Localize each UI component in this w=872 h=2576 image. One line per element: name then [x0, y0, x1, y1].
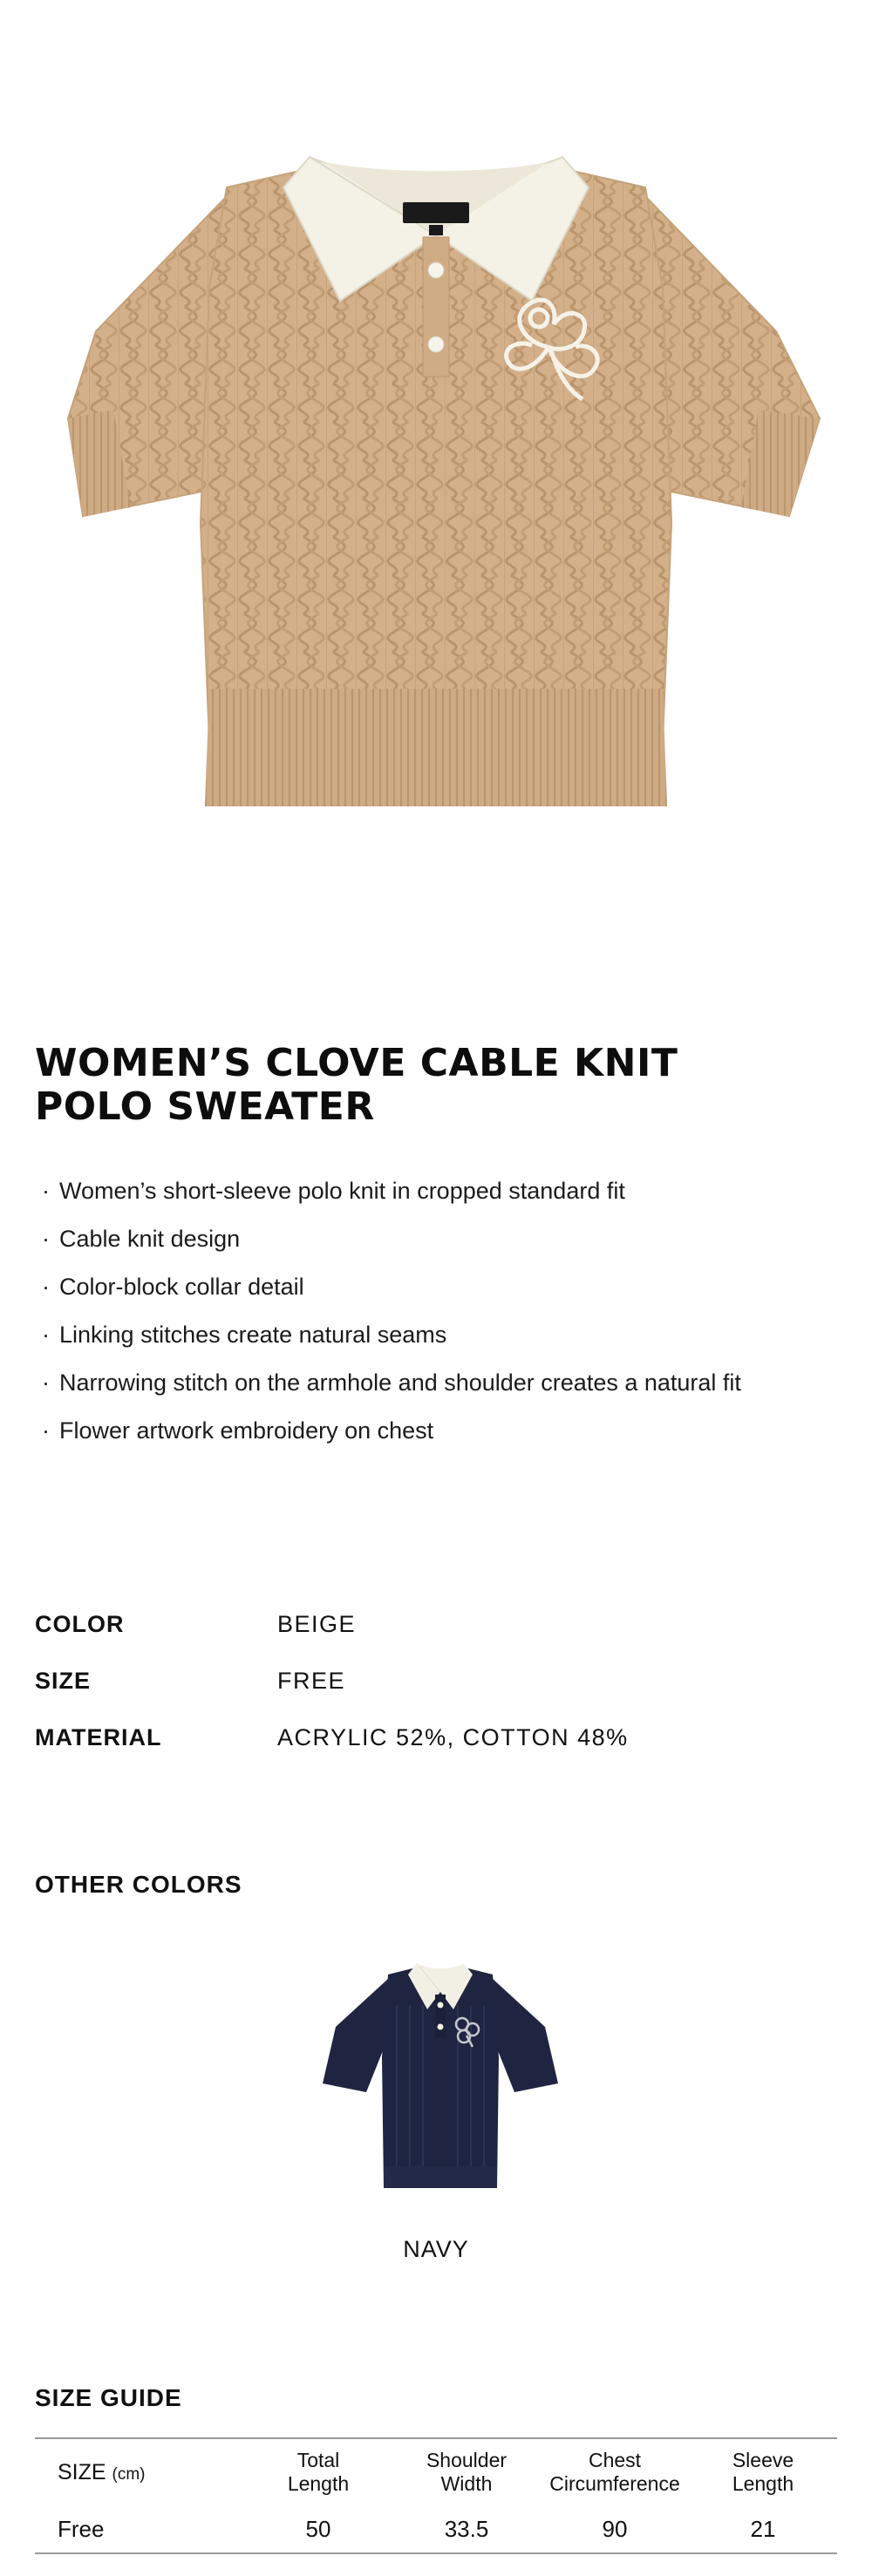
- table-row: [35, 2505, 837, 2554]
- feature-text: Color-block collar detail: [59, 1274, 304, 1300]
- spec-key: MATERIAL: [35, 1724, 162, 1750]
- other-colors-title: OTHER COLORS: [35, 1871, 242, 1898]
- beige-polo-sweater-image: [0, 0, 872, 959]
- spec-row-size: [35, 1668, 837, 1724]
- value-cell: 21: [750, 2515, 776, 2542]
- size-column-header: [35, 2460, 244, 2485]
- size-guide-title: SIZE GUIDE: [35, 2384, 182, 2411]
- feature-text: Cable knit design: [59, 1226, 241, 1252]
- spec-value: BEIGE: [277, 1611, 357, 1637]
- size-guide-header-row: [35, 2439, 837, 2505]
- column-header-line: Width: [440, 2472, 493, 2495]
- bullet-icon: ·: [42, 1417, 50, 1444]
- bullet-icon: ·: [42, 1370, 50, 1396]
- spec-row-color: [35, 1611, 837, 1668]
- feature-text: Linking stitches create natural seams: [59, 1322, 447, 1348]
- column-header-line: Total: [296, 2449, 340, 2471]
- column-header-line: Length: [287, 2472, 350, 2495]
- column-header-sleeve-length: [689, 2449, 837, 2496]
- feature-text: Women’s short-sleeve polo knit in cropped standard fit: [59, 1178, 625, 1204]
- column-header-shoulder-width: [392, 2449, 541, 2496]
- column-header-line: Length: [732, 2472, 794, 2495]
- bullet-icon: ·: [42, 1322, 50, 1348]
- value-cell: 50: [305, 2515, 331, 2542]
- column-header-chest: [541, 2449, 689, 2496]
- product-title-line1: WOMEN’S CLOVE CABLE KNIT: [35, 1041, 678, 1085]
- value-cell: 90: [602, 2515, 628, 2542]
- value-cell: 33.5: [444, 2515, 489, 2542]
- spec-value: FREE: [277, 1668, 346, 1694]
- spec-value: ACRYLIC 52%, COTTON 48%: [277, 1724, 629, 1750]
- spec-row-material: [35, 1724, 837, 1781]
- size-header-unit: (cm): [112, 2464, 146, 2484]
- column-header-line: Sleeve: [732, 2449, 794, 2471]
- spec-key: SIZE: [35, 1668, 92, 1694]
- bullet-icon: ·: [42, 1274, 50, 1300]
- product-title: [35, 1042, 820, 1129]
- column-header-line: Chest: [588, 2449, 642, 2471]
- feature-item: [42, 1273, 844, 1321]
- column-header-line: Circumference: [549, 2472, 680, 2495]
- feature-item: [42, 1321, 844, 1369]
- product-main-image: [0, 0, 872, 959]
- feature-text: Narrowing stitch on the armhole and shoulder creates a natural fit: [59, 1370, 741, 1396]
- spec-table: [35, 1611, 837, 1781]
- column-header-total-length: [244, 2449, 392, 2496]
- column-header-line: Shoulder: [426, 2449, 508, 2471]
- feature-item: [42, 1369, 844, 1417]
- spec-key: COLOR: [35, 1611, 125, 1637]
- bullet-icon: ·: [42, 1226, 50, 1252]
- other-color-swatch-navy[interactable]: [314, 1953, 567, 2214]
- size-header-label: SIZE: [58, 2459, 106, 2484]
- feature-text: Flower artwork embroidery on chest: [59, 1417, 434, 1444]
- product-title-line2: POLO SWEATER: [35, 1084, 375, 1129]
- feature-item: [42, 1177, 844, 1225]
- feature-item: [42, 1417, 844, 1465]
- size-guide-table: [35, 2437, 837, 2554]
- feature-item: [42, 1225, 844, 1273]
- size-cell: Free: [58, 2515, 105, 2542]
- bullet-icon: ·: [42, 1178, 50, 1204]
- other-color-label-navy[interactable]: NAVY: [403, 2236, 469, 2262]
- feature-list: [42, 1177, 844, 1465]
- navy-polo-sweater-image: [314, 1953, 567, 2214]
